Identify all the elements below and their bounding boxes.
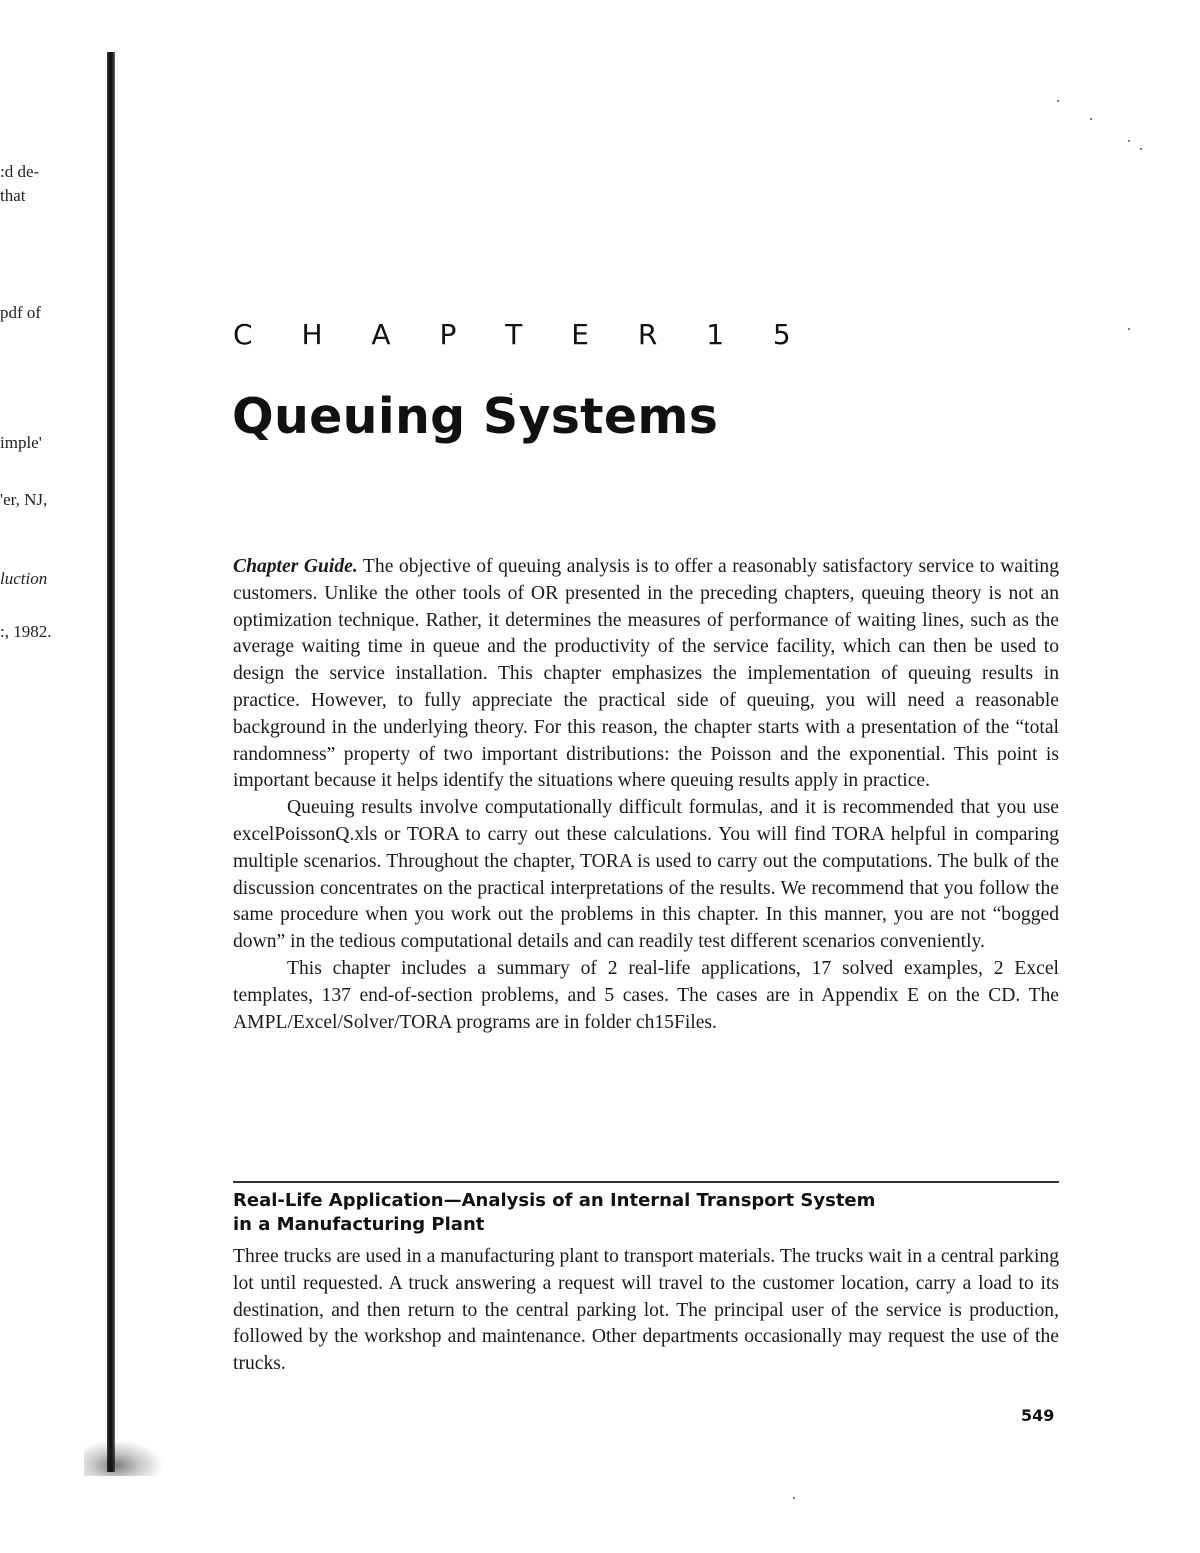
chapter-title: Queuing Systems (232, 388, 719, 445)
scan-speck (1090, 118, 1092, 120)
facing-page-fragment: :d de- (0, 162, 40, 181)
application-body (233, 1244, 1059, 1378)
application-paragraph: Three trucks are used in a manufacturing plant to transport materials. The trucks wait in a central parking lot until requested. A truck answering a request will travel to the customer location, carry a load to its destination, and then return to the central parking lot. The principal user of the service is production, followed by the workshop and maintenance. Other departments occasionally may request the use of the trucks. (233, 1246, 1059, 1375)
chapter-guide-text: The objective of queuing analysis is to offer a reasonably satisfactory service to waiting customers. Unlike the other tools of OR presented in the preceding chapters, queuing theory is not an optimization technique. Rather, it determines the measures of performance of waiting lines, such as the average waiting time in queue and the productivity of the service facility, which can then be used to design the service installation. This chapter emphasizes the implementation of queuing results in practice. However, to fully appreciate the practical side of queuing, you will need a reasonable background in the underlying theory. For this reason, the chapter starts with a presentation of the “total randomness” property of two important distributions: the Poisson and the exponential. This point is important because it helps identify the situations where queuing results apply in practice. (233, 556, 1060, 792)
section-divider (233, 1181, 1059, 1183)
application-heading-line: in a Manufacturing Plant (233, 1214, 485, 1235)
binding-spine-shadow (107, 52, 115, 1472)
scan-speck (1140, 148, 1142, 150)
facing-page-fragment: luction (0, 569, 48, 588)
chapter-number-label: C H A P T E R 1 5 (233, 318, 811, 351)
chapter-guide-label: Chapter Guide. (233, 556, 358, 577)
facing-page-fragment: 'er, NJ, (0, 490, 48, 509)
facing-page-fragment: pdf of (0, 303, 42, 322)
page-number: 549 (1021, 1406, 1055, 1425)
chapter-guide-section (233, 554, 1059, 1036)
facing-page-fragment: that (0, 186, 26, 205)
scan-speck (1128, 140, 1130, 142)
facing-page-fragment: :, 1982. (0, 622, 52, 641)
scan-speck (1128, 328, 1130, 330)
application-heading (233, 1189, 1059, 1237)
chapter-guide-paragraph-summary: This chapter includes a summary of 2 real-life applications, 17 solved examples, 2 Excel templates, 137 end-of-section problems, and 5 cases. The cases are in Appendix E on the CD. The AMPL/Excel/Solver/TORA programs are in folder ch15Files. (233, 957, 1059, 1033)
facing-page-fragment: imple' (0, 433, 42, 452)
scan-speck (1057, 100, 1059, 102)
chapter-guide-paragraph-computation: Queuing results involve computationally difficult formulas, and it is recommended that you use excelPoissonQ.xls or TORA to carry out these calculations. You will find TORA helpful in comparing multiple scenarios. Throughout the chapter, TORA is used to carry out the computations. The bulk of the discussion concentrates on the practical interpretations of the results. We recommend that you follow the same procedure when you work out the problems in this chapter. In this manner, you are not “bogged down” in the tedious computational details and can readily test different scenarios conveniently. (233, 797, 1059, 953)
chapter-guide-paragraph (233, 554, 1059, 795)
binding-smudge (84, 1440, 164, 1476)
application-heading-line: Real-Life Application—Analysis of an Internal Transport System (233, 1190, 876, 1211)
scan-speck (793, 1497, 795, 1499)
